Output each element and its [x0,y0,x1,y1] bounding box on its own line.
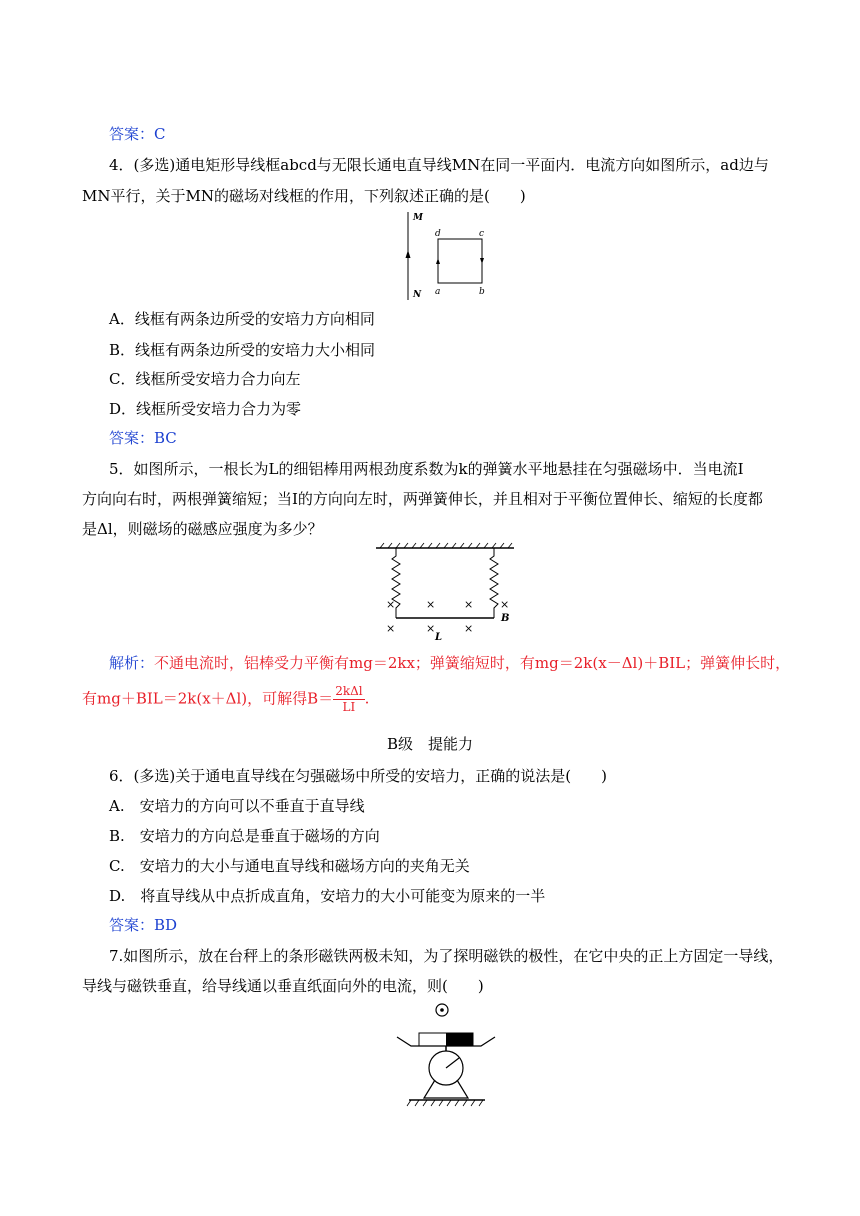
solution-text-1: 不通电流时，铝棒受力平衡有mg＝2kx；弹簧缩短时，有mg＝2k(x－Δl)＋BIL；弹簧伸长时， [154,654,791,672]
svg-text:×: × [386,598,396,611]
fraction-numerator: 2kΔl [335,684,363,698]
solution-label: 解析： [109,654,155,672]
section-title: B级 提能力 [386,735,474,753]
q6-option-c: C. 安培力的大小与通电直导线和磁场方向的夹角无关 [109,857,470,875]
q4-option-a: A．线框有两条边所受的安培力方向相同 [109,310,375,328]
fraction-denominator: LI [342,700,356,714]
label-N: N [413,290,422,300]
svg-text:×: × [464,598,474,611]
svg-text:×: × [464,622,474,635]
q4-stem-line2: MN平行，关于MN的磁场对线框的作用，下列叙述正确的是( ) [82,187,526,205]
solution-end: . [364,689,370,708]
svg-text:×: × [500,598,510,611]
svg-text:×: × [426,622,436,635]
label-a: a [435,287,441,297]
svg-text:×: × [386,622,396,635]
svg-text:×: × [426,598,436,611]
q4-option-d: D．线框所受安培力合力为零 [109,400,302,418]
q6-option-a: A. 安培力的方向可以不垂直于直导线 [109,797,365,815]
q4-option-b: B．线框有两条边所受的安培力大小相同 [109,341,376,359]
label-M: M [413,213,423,223]
q6-answer: 答案：BD [109,916,178,934]
q7-stem-line1: 7.如图所示，放在台秤上的条形磁铁两极未知，为了探明磁铁的极性，在它中央的正上方固定一导线， [109,947,784,965]
label-b: b [479,287,485,297]
q4-answer: 答案：BC [109,429,177,447]
q5-stem-line1: 5．如图所示，一根长为L的细铝棒用两根劲度系数为k的弹簧水平地悬挂在匀强磁场中．当电流Ⅰ [109,460,744,478]
label-d: d [435,229,441,239]
solution-text-2: 有mg＋BIL＝2k(x＋Δl)，可解得B＝ [82,689,334,708]
q4-option-c: C．线框所受安培力合力向左 [109,370,301,388]
q7-stem-line2: 导线与磁铁垂直，给导线通以垂直纸面向外的电流，则( ) [82,977,484,995]
q3-answer: 答案：C [109,125,166,143]
q4-figure [398,208,498,302]
q5-stem-line3: 是Δl，则磁场的磁感应强度为多少？ [82,520,323,538]
q6-option-b: B. 安培力的方向总是垂直于磁场的方向 [109,827,380,845]
answer-fraction [333,684,364,715]
q5-solution-line2 [82,684,369,715]
q4-stem-line1: 4．(多选)通电矩形导线框abcd与无限长通电直导线MN在同一平面内．电流方向如图所示，ad边与 [109,156,769,174]
q5-figure [372,542,518,642]
q7-figure [395,1000,505,1112]
label-B: B [501,613,510,624]
label-L: L [435,632,443,642]
label-c: c [479,229,485,239]
q6-stem: 6．(多选)关于通电直导线在匀强磁场中所受的安培力，正确的说法是( ) [109,767,607,785]
q5-stem-line2: 方向向右时，两根弹簧缩短；当Ⅰ的方向向左时，两弹簧伸长，并且相对于平衡位置伸长、缩短的长度都 [82,490,763,508]
q5-solution-line1 [109,653,790,673]
q6-option-d: D. 将直导线从中点折成直角，安培力的大小可能变为原来的一半 [109,887,546,905]
